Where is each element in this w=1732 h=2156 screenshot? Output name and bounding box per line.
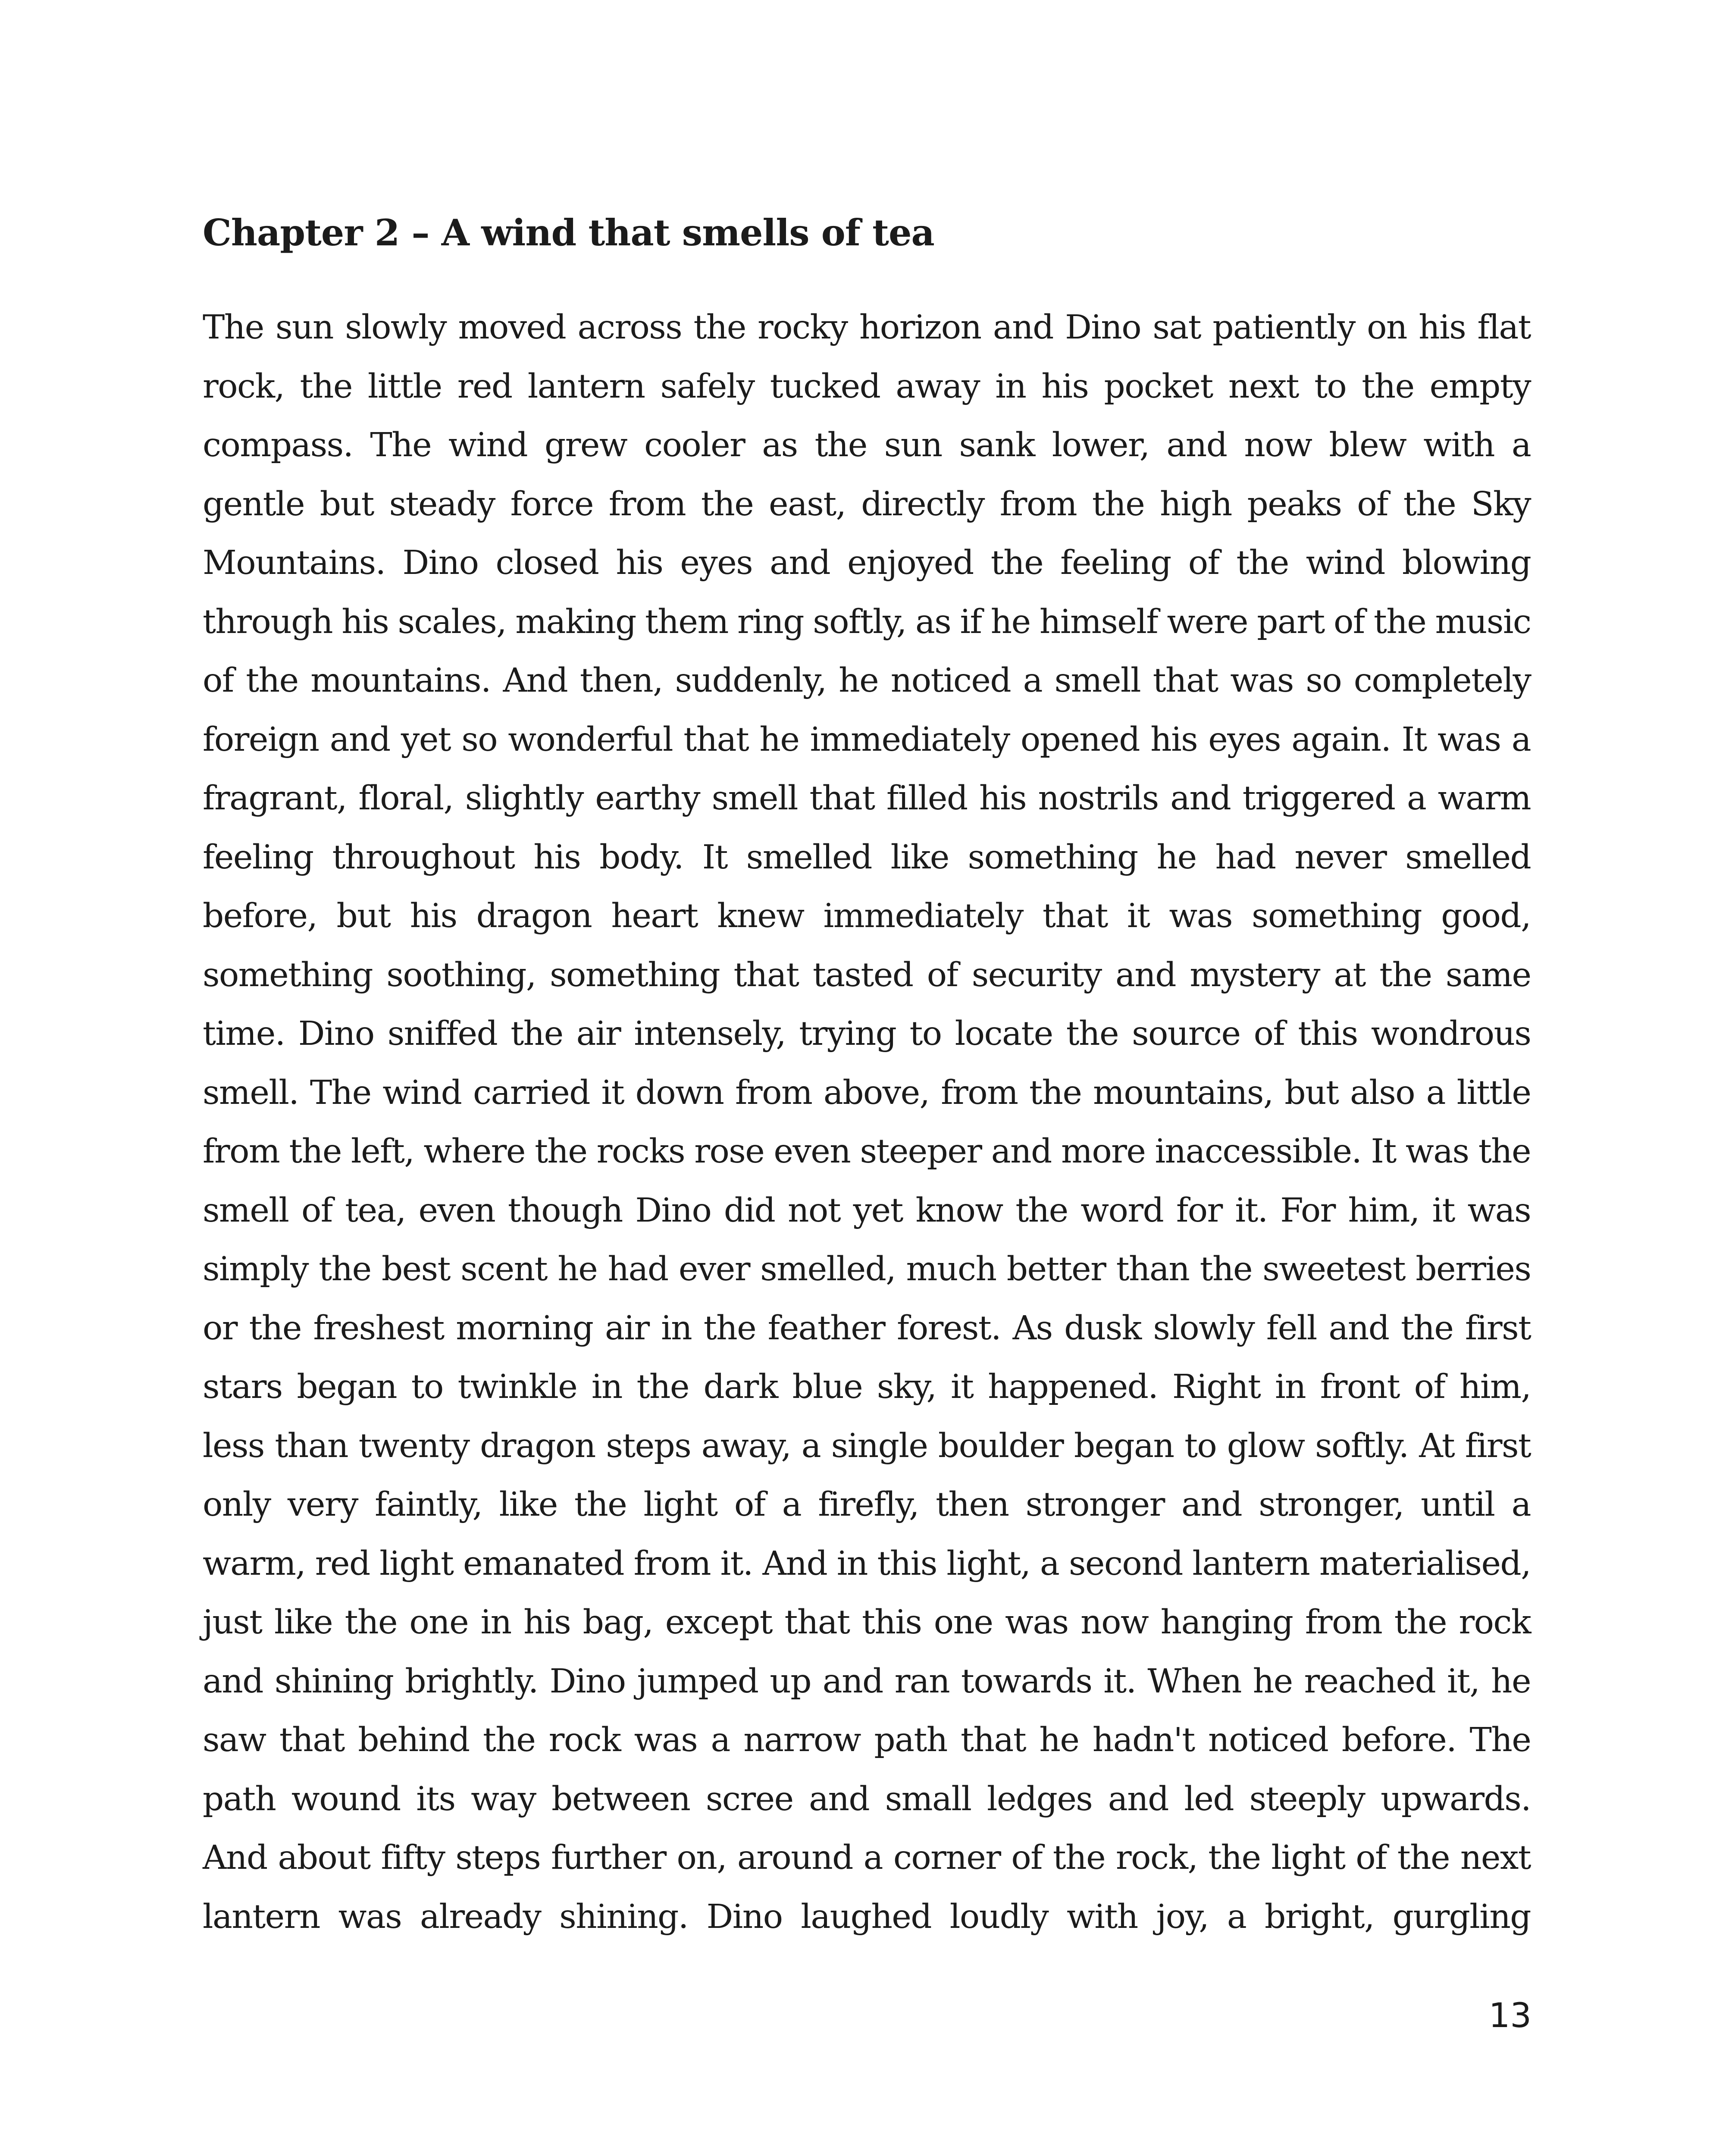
body-text-line: feeling throughout his body. It smelled like something he had never smelled (203, 838, 1531, 877)
page-number: 13 (1488, 1996, 1532, 2035)
body-text-line: simply the best scent he had ever smelled, much better than the sweetest berries (203, 1250, 1531, 1288)
body-text-line: compass. The wind grew cooler as the sun sank lower, and now blew with a (203, 426, 1531, 464)
body-text-line: something soothing, something that tasted of security and mystery at the same (203, 956, 1531, 994)
body-text-line: just like the one in his bag, except that this one was now hanging from the rock (203, 1603, 1531, 1642)
body-text-line: Mountains. Dino closed his eyes and enjoyed the feeling of the wind blowing (203, 544, 1531, 582)
body-text-line: path wound its way between scree and small ledges and led steeply upwards. (203, 1780, 1531, 1818)
body-text-line: fragrant, floral, slightly earthy smell that filled his nostrils and triggered a warm (203, 779, 1531, 818)
body-text-line: before, but his dragon heart knew immediately that it was something good, (203, 897, 1531, 935)
body-text-line: smell of tea, even though Dino did not yet know the word for it. For him, it was (203, 1191, 1531, 1230)
body-text-line: rock, the little red lantern safely tucked away in his pocket next to the empty (203, 367, 1531, 406)
body-text-line: less than twenty dragon steps away, a single boulder began to glow softly. At first (203, 1426, 1531, 1465)
body-text-line: smell. The wind carried it down from above, from the mountains, but also a little (203, 1073, 1531, 1112)
body-text-line: The sun slowly moved across the rocky horizon and Dino sat patiently on his flat (203, 308, 1531, 347)
body-text-line: saw that behind the rock was a narrow path that he hadn't noticed before. The (203, 1721, 1531, 1759)
body-text-line: only very faintly, like the light of a firefly, then stronger and stronger, until a (203, 1485, 1531, 1524)
body-text-line: stars began to twinkle in the dark blue sky, it happened. Right in front of him, (203, 1368, 1531, 1406)
body-text-line: foreign and yet so wonderful that he immediately opened his eyes again. It was a (203, 720, 1531, 759)
body-text-line: or the freshest morning air in the feather forest. As dusk slowly fell and the first (203, 1309, 1531, 1348)
body-text-line: warm, red light emanated from it. And in this light, a second lantern materialised, (203, 1544, 1531, 1583)
body-text-line: from the left, where the rocks rose even steeper and more inaccessible. It was the (203, 1132, 1531, 1171)
body-text-line: And about fifty steps further on, around a corner of the rock, the light of the next (203, 1839, 1531, 1877)
body-text-line: of the mountains. And then, suddenly, he noticed a smell that was so completely (203, 661, 1531, 700)
body-text-line: and shining brightly. Dino jumped up and ran towards it. When he reached it, he (203, 1662, 1531, 1701)
body-text-line: lantern was already shining. Dino laughed loudly with joy, a bright, gurgling (203, 1897, 1531, 1936)
chapter-title: Chapter 2 – A wind that smells of tea (203, 211, 934, 254)
body-text-line: time. Dino sniffed the air intensely, trying to locate the source of this wondrous (203, 1015, 1531, 1053)
chapter-body-text (203, 298, 1531, 1946)
body-text-line: gentle but steady force from the east, directly from the high peaks of the Sky (203, 485, 1531, 523)
body-text-line: through his scales, making them ring softly, as if he himself were part of the music (203, 602, 1531, 641)
